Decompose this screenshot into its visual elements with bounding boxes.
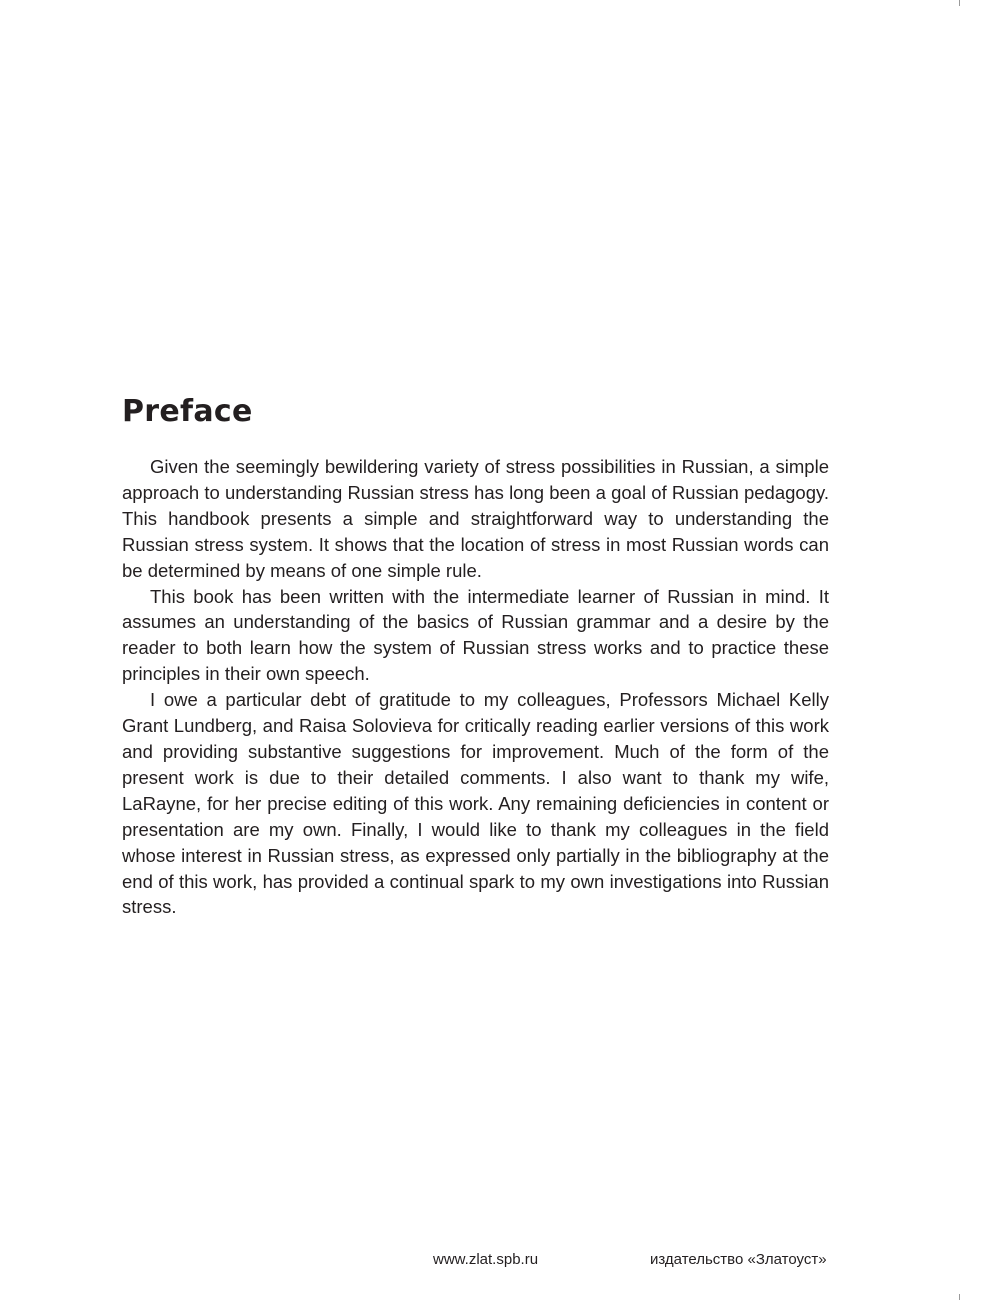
crop-mark-top (959, 0, 960, 6)
paragraph-2: This book has been written with the intermediate learner of Russian in mind. It assumes an understanding of the basics of Russian grammar and a desire by the reader to both learn how the system of Russian stress works and to practice these principles in their own speech. (122, 585, 829, 685)
preface-body (122, 454, 829, 920)
footer-url: www.zlat.spb.ru (433, 1251, 539, 1268)
paragraph-3: I owe a particular debt of gratitude to my colleagues, Professors Michael Kelly Grant Lundberg, and Raisa Solovieva for critically reading earlier versions of this work and providing substantive suggestions for improvement. Much of the form of the present work is due to their detailed comments. I also want to thank my wife, LaRayne, for her precise editing of this work. Any remaining deficiencies in content or presentation are my own. Finally, I would like to thank my colleagues in the field whose interest in Russian stress, as expressed only partially in the bibliography at the end of this work, has provided a continual spark to my own investigations into Russian stress. (122, 689, 829, 918)
page-title: Preface (122, 394, 253, 429)
footer-publisher: издательство «Златоуст» (650, 1251, 827, 1268)
crop-mark-bottom (959, 1294, 960, 1300)
paragraph-1: Given the seemingly bewildering variety of stress possibilities in Russian, a simple approach to understanding Russian stress has long been a goal of Russian pedagogy. This handbook presents a simple and straightforward way to understanding the Russian stress system. It shows that the location of stress in most Russian words can be determined by means of one simple rule. (122, 456, 829, 581)
